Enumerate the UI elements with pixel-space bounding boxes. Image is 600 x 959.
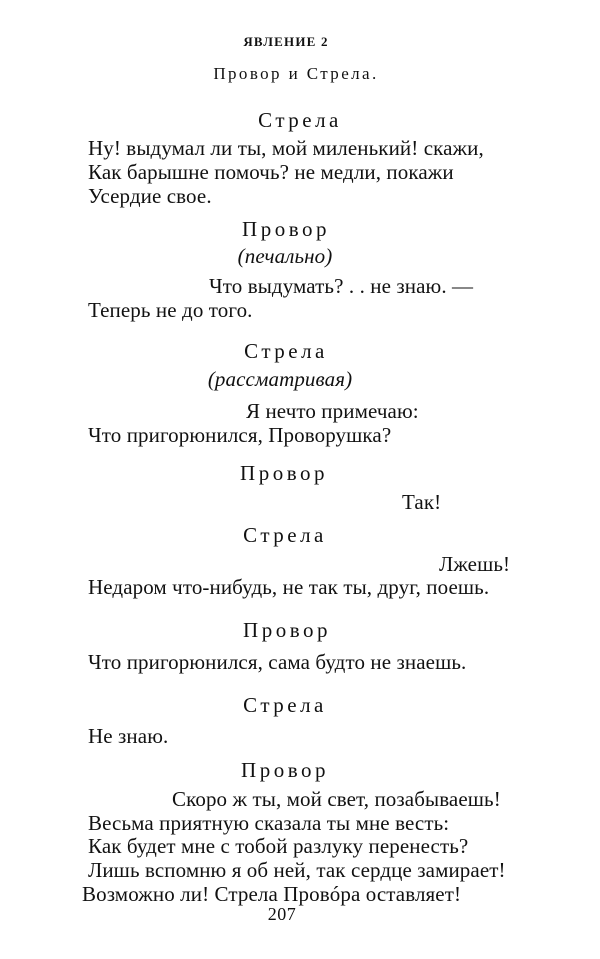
dialogue-line: Что выдумать? . . не знаю. — [209, 274, 474, 298]
dialogue-line: Не знаю. [88, 724, 169, 748]
dialogue-line: Так! [402, 490, 442, 514]
scene-heading: ЯВЛЕНИЕ 2 [243, 34, 329, 49]
dialogue-line: Лжешь! [439, 552, 511, 576]
dialogue-line: Недаром что-нибудь, не так ты, друг, поешь. [88, 575, 490, 599]
dialogue-line: Лишь вспомню я об ней, так сердце замирает! [88, 858, 506, 882]
stage-direction: (печально) [237, 244, 333, 268]
speaker-strela: Стрела [258, 108, 342, 132]
dialogue-line: Что пригорюнился, Проворушка? [88, 423, 392, 447]
dialogue-line: Весьма приятную сказала ты мне весть: [88, 811, 450, 835]
dialogue-line: Скоро ж ты, мой свет, позабываешь! [172, 787, 501, 811]
speaker-provor: Провор [240, 461, 328, 485]
dialogue-line: Я нечто примечаю: [246, 399, 419, 423]
speaker-provor: Провор [241, 758, 329, 782]
speaker-strela: Стрела [244, 339, 328, 363]
dialogue-line: Ну! выдумал ли ты, мой миленький! скажи, [88, 136, 484, 160]
speaker-provor: Провор [242, 217, 330, 241]
dialogue-line: Как барышне помочь? не медли, покажи [88, 160, 454, 184]
stage-direction: (рассматривая) [207, 367, 353, 391]
speaker-strela: Стрела [243, 693, 327, 717]
dialogue-line: Усердие свое. [88, 184, 212, 208]
speaker-provor: Провор [243, 618, 331, 642]
speaker-strela: Стрела [243, 523, 327, 547]
dialogue-line: Что пригорюнился, сама будто не знаешь. [88, 650, 467, 674]
dialogue-line: Как будет мне с тобой разлуку перенесть? [88, 834, 469, 858]
scene-characters: Провор и Стрела. [213, 64, 379, 83]
page-number: 207 [267, 904, 297, 924]
dialogue-line: Теперь не до того. [88, 298, 253, 322]
dialogue-line: Возможно ли! Стрела Провóра оставляет! [82, 882, 462, 906]
